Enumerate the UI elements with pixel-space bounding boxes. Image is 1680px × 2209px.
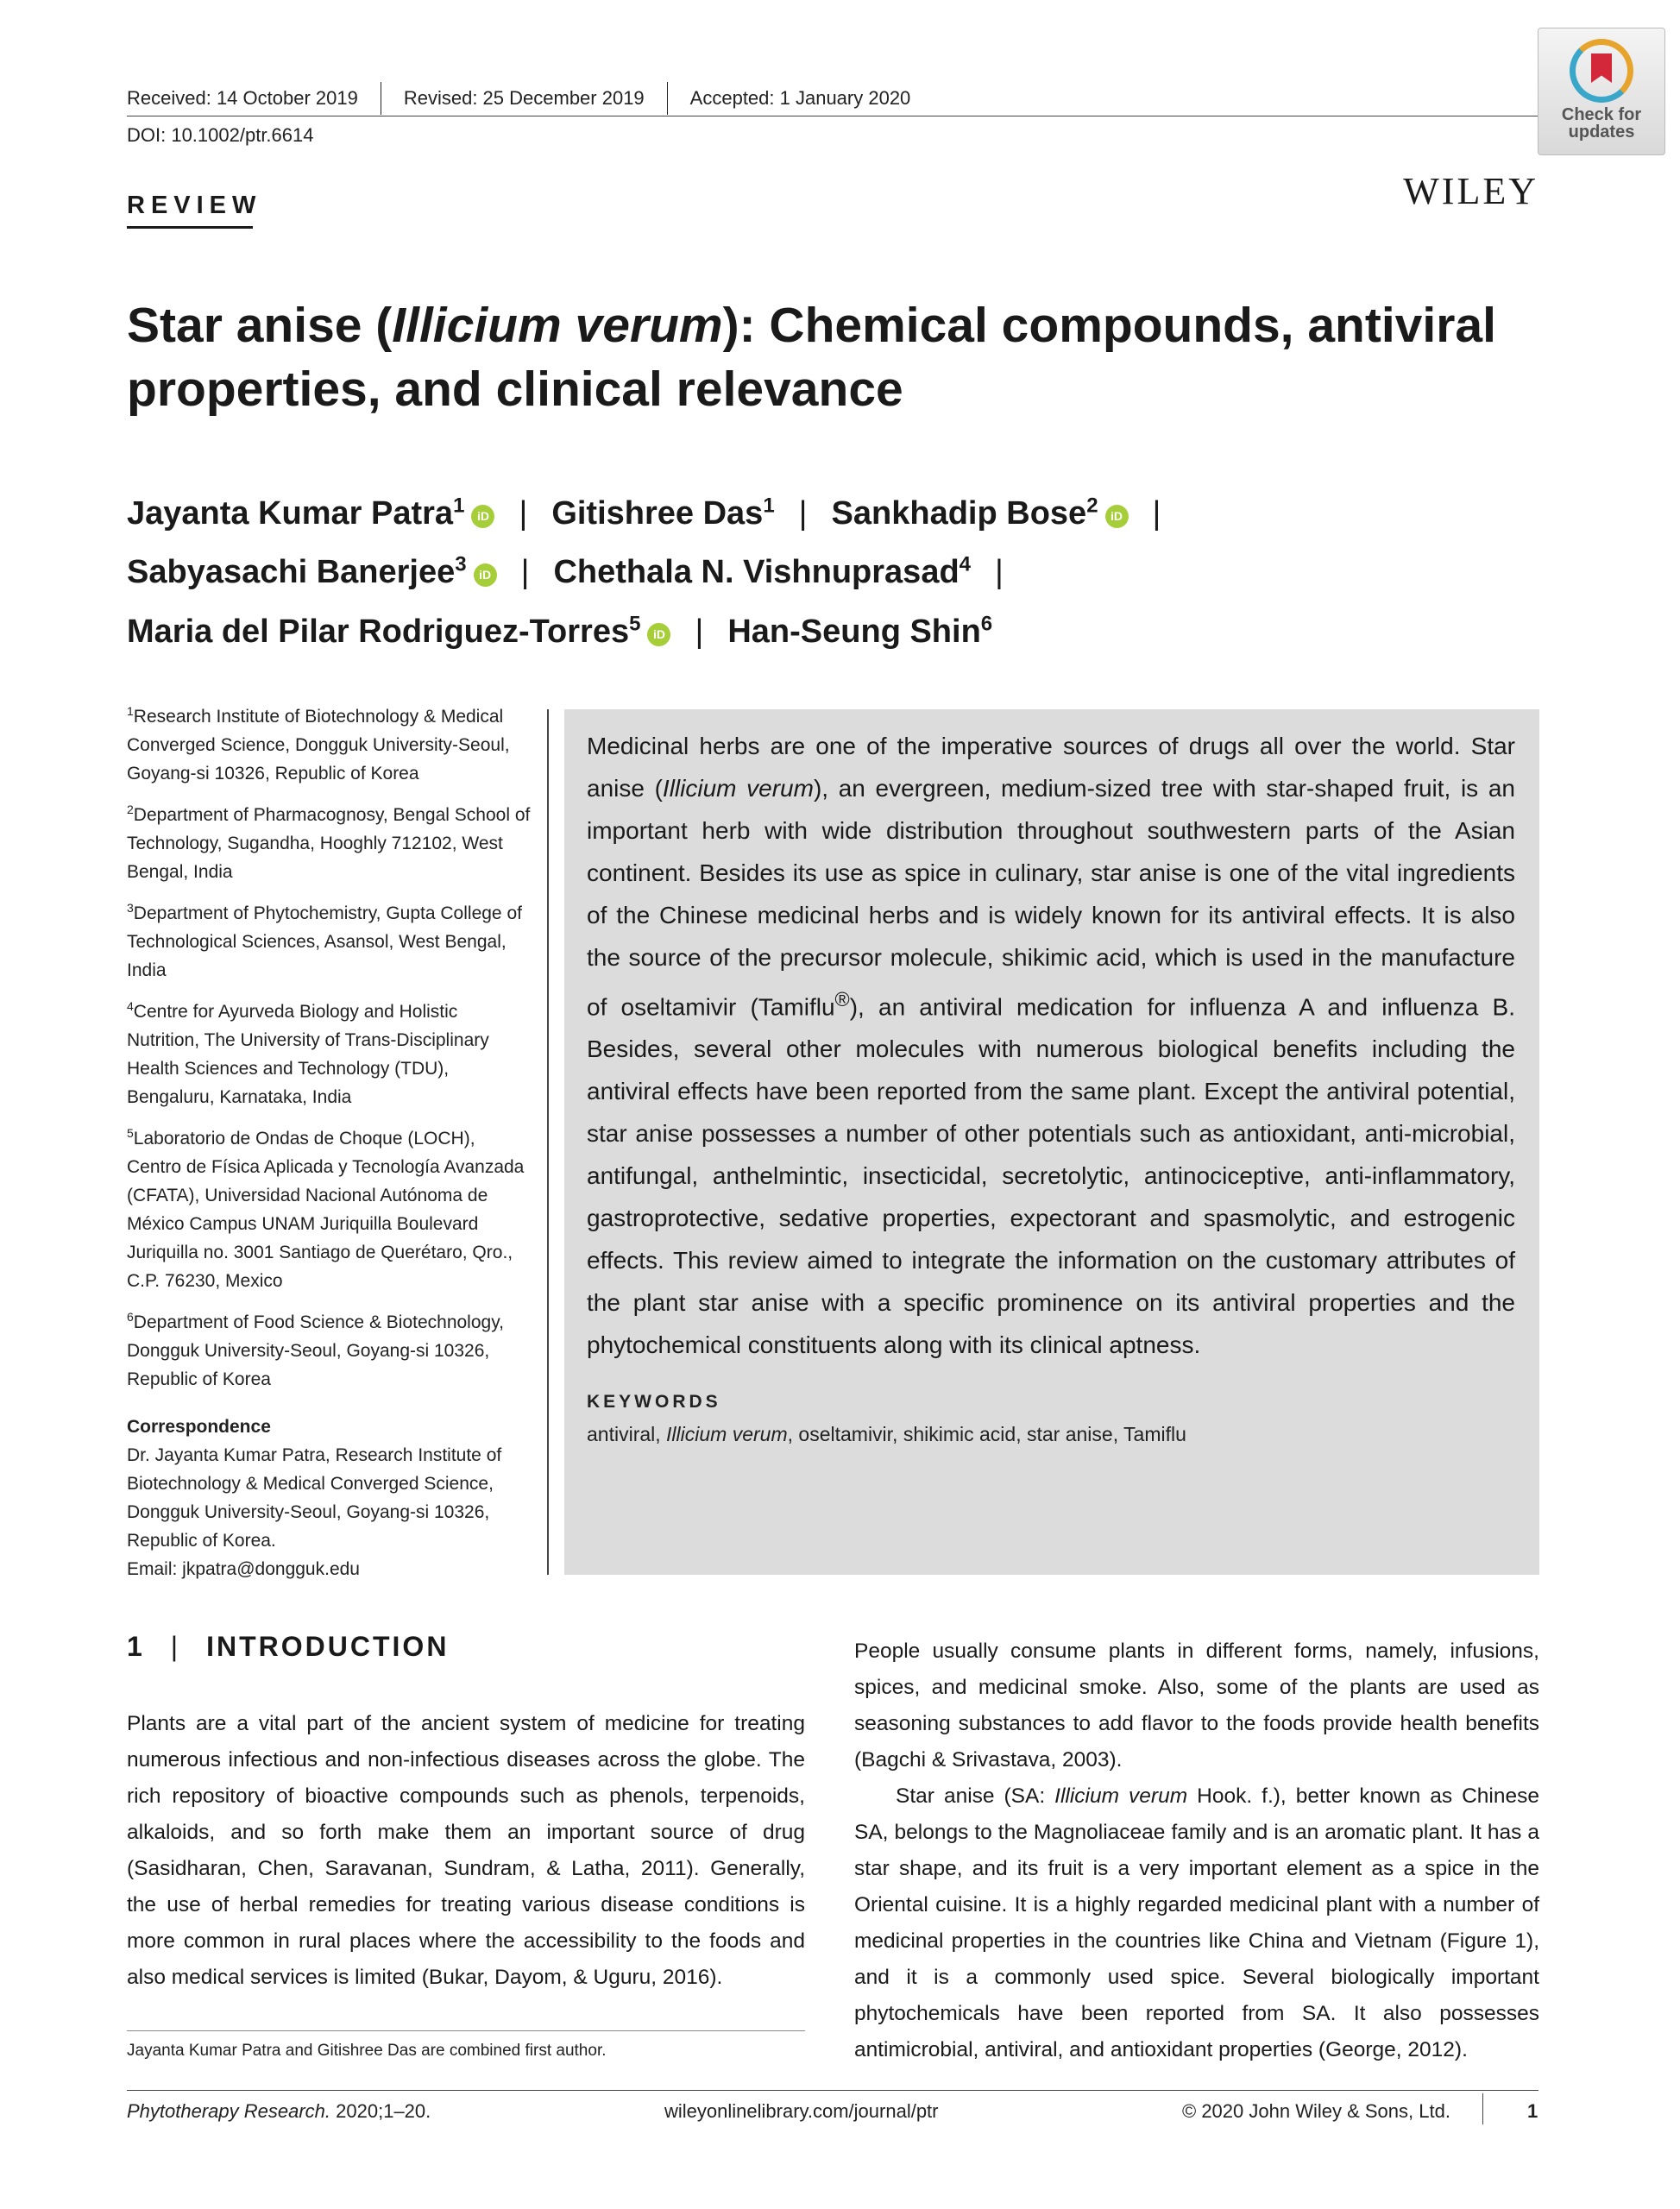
intro-paragraph: Star anise (SA: Illicium verum Hook. f.), better known as Chinese SA, belongs to the Magnoliaceae family and is an aromatic plant. It has a star shape, and its fruit is a very important element as a spice in the Oriental cuisine. It is a highly regarded medicinal plant with a number of medicinal properties in the countries like China and Vietnam (Figure 1), and it is a commonly used spice. Several biologically important phytochemicals have been reported from SA. It also possesses antimicrobial, antiviral, and antioxidant properties (George, 2012).	[854, 1784, 1539, 2061]
author-name[interactable]: Chethala N. Vishnuprasad$^4$	[553, 552, 972, 591]
intro-column-right	[854, 1633, 1539, 2068]
journal-url[interactable]: wileyonlinelibrary.com/journal/ptr	[664, 2100, 939, 2122]
author-list: Jayanta Kumar Patra$^1$ iD | Gitishree Das$^1$ | Sankhadip Bose$^2$ iD | Sabyasachi Banerjee$^3$ iD | Chethala N. Vishnuprasad$^4$ | Maria del Pilar Rodriguez-Torres$^5$ iD | Han-Seung Shin$^6$	[127, 494, 1161, 650]
affiliation-item: $^5$Laboratorio de Ondas de Choque (LOCH), Centro de Física Aplicada y Tecnología Avanzada (CFATA), Universidad Nacional Autónoma de México Campus UNAM Juriquilla Boulevard Juriquilla no. 3001 Santiago de Querétaro, Qro., C.P. 76230, Mexico	[127, 1126, 525, 1291]
journal-citation: Phytotherapy Research. 2020;1–20.	[127, 2100, 431, 2122]
orcid-icon[interactable]: iD	[471, 505, 494, 528]
correspondence-heading: Correspondence	[127, 1417, 271, 1437]
keywords-heading: KEYWORDS	[587, 1392, 721, 1413]
affiliation-divider	[547, 709, 549, 1575]
orcid-icon[interactable]: iD	[647, 623, 670, 646]
affiliation-item: $^6$Department of Food Science & Biotechnology, Dongguk University-Seoul, Goyang-si 10326, Republic of Korea	[127, 1310, 504, 1389]
orcid-icon[interactable]: iD	[1105, 505, 1129, 528]
received-date: Received: 14 October 2019	[127, 87, 358, 109]
footnote: Jayanta Kumar Patra and Gitishree Das are combined first author.	[127, 2042, 607, 2060]
footer-divider	[127, 2090, 1538, 2091]
page-number: 1	[1527, 2100, 1538, 2122]
correspondence-text: Dr. Jayanta Kumar Patra, Research Institute of Biotechnology & Medical Converged Science, Dongguk University-Seoul, Goyang-si 10326, Republic of Korea.	[127, 1445, 502, 1551]
footnote-divider	[127, 2030, 805, 2031]
article-title: Star anise (Illicium verum): Chemical compounds, antiviral properties, and clinical relevance	[127, 298, 1496, 417]
author-name[interactable]: Sankhadip Bose$^2$	[831, 494, 1098, 532]
affiliation-item: $^2$Department of Pharmacognosy, Bengal School of Technology, Sugandha, Hooghly 712102, West Bengal, India	[127, 802, 531, 882]
section-heading-introduction: 1 | INTRODUCTION	[127, 1631, 450, 1662]
intro-column-left	[127, 1706, 805, 1996]
abstract-box	[564, 709, 1539, 1575]
author-name[interactable]: Jayanta Kumar Patra$^1$	[127, 494, 465, 532]
author-name[interactable]: Gitishree Das$^1$	[551, 494, 775, 532]
check-for-updates-line1: Check for	[1561, 105, 1642, 124]
affiliation-item: $^1$Research Institute of Biotechnology & Medical Converged Science, Dongguk University-Seoul, Goyang-si 10326, Republic of Korea	[127, 704, 510, 784]
affiliations	[127, 697, 532, 1583]
intro-paragraph: Plants are a vital part of the ancient system of medicine for treating numerous infectious and non-infectious diseases across the globe. The rich repository of bioactive compounds such as phenols, terpenoids, alkaloids, and so forth make them an important source of drug (Sasidharan, Chen, Saravanan, Sundram, & Latha, 2011). Generally, the use of herbal remedies for treating various disease conditions is more common in rural places where the accessibility to the foods and also medical services is limited (Bukar, Dayom, & Uguru, 2016).	[127, 1712, 805, 1989]
check-for-updates-badge[interactable]	[1538, 28, 1665, 155]
author-name[interactable]: Maria del Pilar Rodriguez-Torres$^5$	[127, 612, 641, 650]
check-for-updates-line2: updates	[1568, 123, 1635, 142]
article-dates	[127, 82, 910, 115]
affiliation-item: $^4$Centre for Ayurveda Biology and Holistic Nutrition, The University of Trans-Disciplinary Health Sciences and Technology (TDU), Bengaluru, Karnataka, India	[127, 999, 489, 1107]
section-label-underline	[127, 226, 253, 229]
orcid-icon[interactable]: iD	[474, 563, 497, 587]
publisher-logo: WILEY	[1403, 170, 1538, 212]
crossmark-icon	[1570, 39, 1633, 103]
revised-date: Revised: 25 December 2019	[403, 87, 645, 109]
keywords-list: antiviral, Illicium verum, oseltamivir, shikimic acid, star anise, Tamiflu	[587, 1423, 1186, 1446]
copyright: © 2020 John Wiley & Sons, Ltd.	[1182, 2100, 1450, 2122]
author-name[interactable]: Han-Seung Shin$^6$	[727, 612, 993, 650]
author-name[interactable]: Sabyasachi Banerjee$^3$	[127, 552, 467, 591]
intro-paragraph: People usually consume plants in different forms, namely, infusions, spices, and medicinal smoke. Also, some of the plants are used as seasoning substances to add flavor to the foods provide health benefits (Bagchi & Srivastava, 2003).	[854, 1639, 1539, 1772]
affiliation-item: $^3$Department of Phytochemistry, Gupta College of Technological Sciences, Asansol, West Bengal, India	[127, 901, 522, 980]
accepted-date: Accepted: 1 January 2020	[689, 87, 911, 109]
footer-separator	[1482, 2093, 1483, 2124]
abstract-text: Medicinal herbs are one of the imperative sources of drugs all over the world. Star anise (Illicium verum), an evergreen, medium-sized tree with star-shaped fruit, is an important herb with wide distribution throughout southwestern parts of the Asian continent. Besides its use as spice in culinary, star anise is one of the vital ingredients of the Chinese medicinal herbs and is widely known for its antiviral effects. It is also the source of the precursor molecule, shikimic acid, which is used in the manufacture of oseltamivir (Tamiflu®), an antiviral medication for influenza A and influenza B. Besides, several other molecules with numerous biological benefits including the antiviral effects have been reported from the same plant. Except the antiviral potential, star anise possesses a number of other potentials such as antioxidant, anti-microbial, antifungal, anthelmintic, insecticidal, secretolytic, antinociceptive, anti-inflammatory, gastroprotective, sedative properties, expectorant and spasmolytic, and estrogenic effects. This review aimed to integrate the information on the customary attributes of the plant star anise with a specific prominence on its antiviral properties and the phytochemical constituents along with its clinical aptness.	[587, 733, 1515, 1359]
section-label: REVIEW	[127, 192, 262, 219]
doi: DOI: 10.1002/ptr.6614	[127, 124, 314, 146]
correspondence-email[interactable]: Email: jkpatra@dongguk.edu	[127, 1559, 360, 1579]
